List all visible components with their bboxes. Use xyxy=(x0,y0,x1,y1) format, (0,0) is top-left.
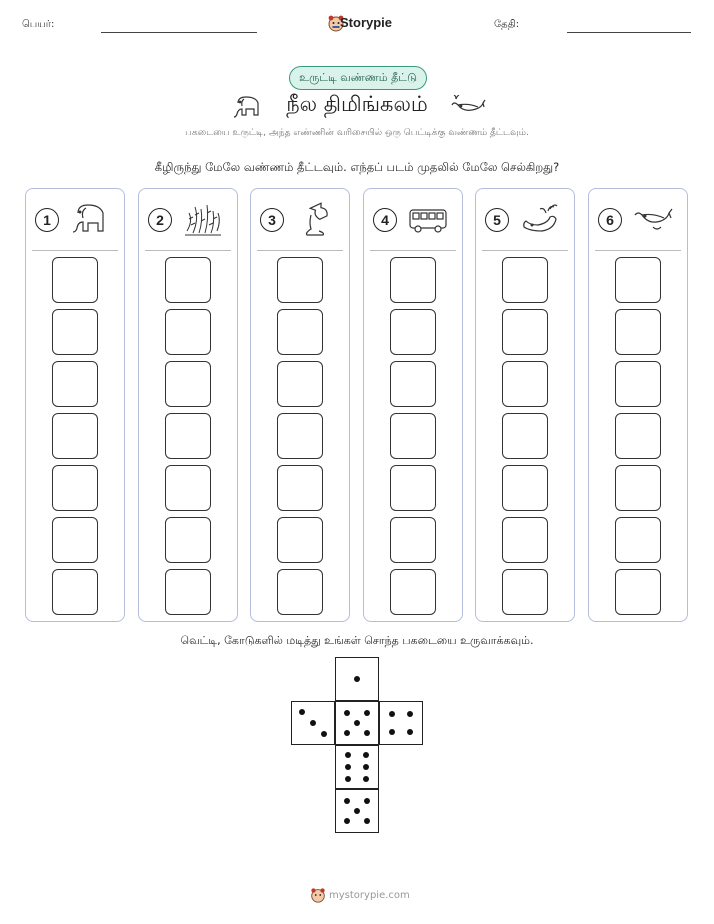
activity-badge: உருட்டி வண்ணம் தீட்டு xyxy=(289,66,427,90)
color-box[interactable] xyxy=(390,517,436,563)
dice-pip xyxy=(389,729,395,735)
elephant-icon xyxy=(232,93,264,121)
column-divider xyxy=(370,250,456,251)
dice-pip xyxy=(345,752,351,758)
color-box[interactable] xyxy=(165,413,211,459)
color-box[interactable] xyxy=(502,361,548,407)
color-box[interactable] xyxy=(277,257,323,303)
dice-instruction: வெட்டி, கோடுகளில் மடித்து உங்கள் சொந்த பகடையை உருவாக்கவும். xyxy=(180,634,534,647)
dice-pip xyxy=(364,798,370,804)
dice-pip xyxy=(344,818,350,824)
color-box[interactable] xyxy=(502,413,548,459)
track-column-3 xyxy=(250,188,350,622)
color-box[interactable] xyxy=(277,361,323,407)
track-column-5 xyxy=(475,188,575,622)
color-box[interactable] xyxy=(165,361,211,407)
track-column-2 xyxy=(138,188,238,622)
page-subtitle: பகடையை உருட்டி, அந்த எண்ணின் வரிசையில் ஒரு பெட்டிக்கு வண்ணம் தீட்டவும். xyxy=(185,128,529,138)
color-box[interactable] xyxy=(277,465,323,511)
dice-pip xyxy=(389,711,395,717)
color-box[interactable] xyxy=(502,465,548,511)
footer-url[interactable]: mystorypie.com xyxy=(329,890,410,901)
color-box[interactable] xyxy=(165,465,211,511)
color-box[interactable] xyxy=(390,413,436,459)
color-box[interactable] xyxy=(390,361,436,407)
dice-pip xyxy=(364,818,370,824)
dice-face-3 xyxy=(291,701,335,745)
column-number: 4 xyxy=(373,208,397,232)
color-box[interactable] xyxy=(615,569,661,615)
column-divider xyxy=(32,250,118,251)
dice-pip xyxy=(345,764,351,770)
footer-logo-icon xyxy=(309,886,327,904)
dice-pip xyxy=(364,730,370,736)
color-box[interactable] xyxy=(502,517,548,563)
color-box[interactable] xyxy=(615,413,661,459)
dice-pip xyxy=(364,710,370,716)
dice-pip xyxy=(345,776,351,782)
dice-pip xyxy=(321,731,327,737)
color-box[interactable] xyxy=(502,309,548,355)
color-box[interactable] xyxy=(165,569,211,615)
color-box[interactable] xyxy=(52,517,98,563)
color-box[interactable] xyxy=(615,257,661,303)
dice-pip xyxy=(344,730,350,736)
elephant-icon xyxy=(70,201,110,237)
page-title: நீல திமிங்கலம் xyxy=(286,92,428,116)
dice-pip xyxy=(407,711,413,717)
date-line[interactable] xyxy=(567,32,691,33)
dice-pip xyxy=(310,720,316,726)
color-box[interactable] xyxy=(277,569,323,615)
color-box[interactable] xyxy=(52,413,98,459)
coloring-instruction: கீழிருந்து மேலே வண்ணம் தீட்டவும். எந்தப் படம் முதலில் மேலே செல்கிறது? xyxy=(154,160,560,174)
column-number: 2 xyxy=(148,208,172,232)
column-divider xyxy=(145,250,231,251)
dice-face-5 xyxy=(335,789,379,833)
dice-pip xyxy=(344,798,350,804)
column-divider xyxy=(595,250,681,251)
color-box[interactable] xyxy=(277,309,323,355)
color-box[interactable] xyxy=(52,465,98,511)
color-box[interactable] xyxy=(615,517,661,563)
dice-pip xyxy=(363,764,369,770)
color-box[interactable] xyxy=(52,569,98,615)
color-box[interactable] xyxy=(390,465,436,511)
column-divider xyxy=(482,250,568,251)
color-box[interactable] xyxy=(615,361,661,407)
dice-pip xyxy=(407,729,413,735)
dice-pip xyxy=(363,776,369,782)
whale-icon xyxy=(633,201,673,237)
track-column-1 xyxy=(25,188,125,622)
color-box[interactable] xyxy=(502,569,548,615)
brand-name: Storypie xyxy=(340,15,393,30)
dice-pip xyxy=(354,676,360,682)
name-label: பெயர்: xyxy=(22,19,55,30)
dice-pip xyxy=(354,720,360,726)
track-column-4 xyxy=(363,188,463,622)
dice-pip xyxy=(363,752,369,758)
color-box[interactable] xyxy=(615,309,661,355)
color-box[interactable] xyxy=(165,309,211,355)
column-divider xyxy=(257,250,343,251)
seaweed-icon xyxy=(183,201,223,237)
color-box[interactable] xyxy=(165,517,211,563)
color-box[interactable] xyxy=(390,257,436,303)
water-jug-icon xyxy=(295,201,335,237)
column-number: 1 xyxy=(35,208,59,232)
track-column-6 xyxy=(588,188,688,622)
color-box[interactable] xyxy=(165,257,211,303)
color-box[interactable] xyxy=(502,257,548,303)
color-box[interactable] xyxy=(390,569,436,615)
dice-pip xyxy=(354,808,360,814)
whale-icon xyxy=(450,95,486,121)
dice-face-5 xyxy=(335,701,379,745)
date-label: தேதி: xyxy=(494,19,520,30)
dice-face-1 xyxy=(335,657,379,701)
column-number: 6 xyxy=(598,208,622,232)
dice-pip xyxy=(299,709,305,715)
dice-pip xyxy=(344,710,350,716)
column-number: 5 xyxy=(485,208,509,232)
dice-face-4 xyxy=(379,701,423,745)
column-number: 3 xyxy=(260,208,284,232)
dice-face-6 xyxy=(335,745,379,789)
color-box[interactable] xyxy=(615,465,661,511)
bus-icon xyxy=(408,201,448,237)
color-box[interactable] xyxy=(52,361,98,407)
whale-spout-icon xyxy=(520,201,560,237)
color-box[interactable] xyxy=(52,257,98,303)
name-line[interactable] xyxy=(101,32,257,33)
color-box[interactable] xyxy=(52,309,98,355)
color-box[interactable] xyxy=(390,309,436,355)
color-box[interactable] xyxy=(277,517,323,563)
color-box[interactable] xyxy=(277,413,323,459)
